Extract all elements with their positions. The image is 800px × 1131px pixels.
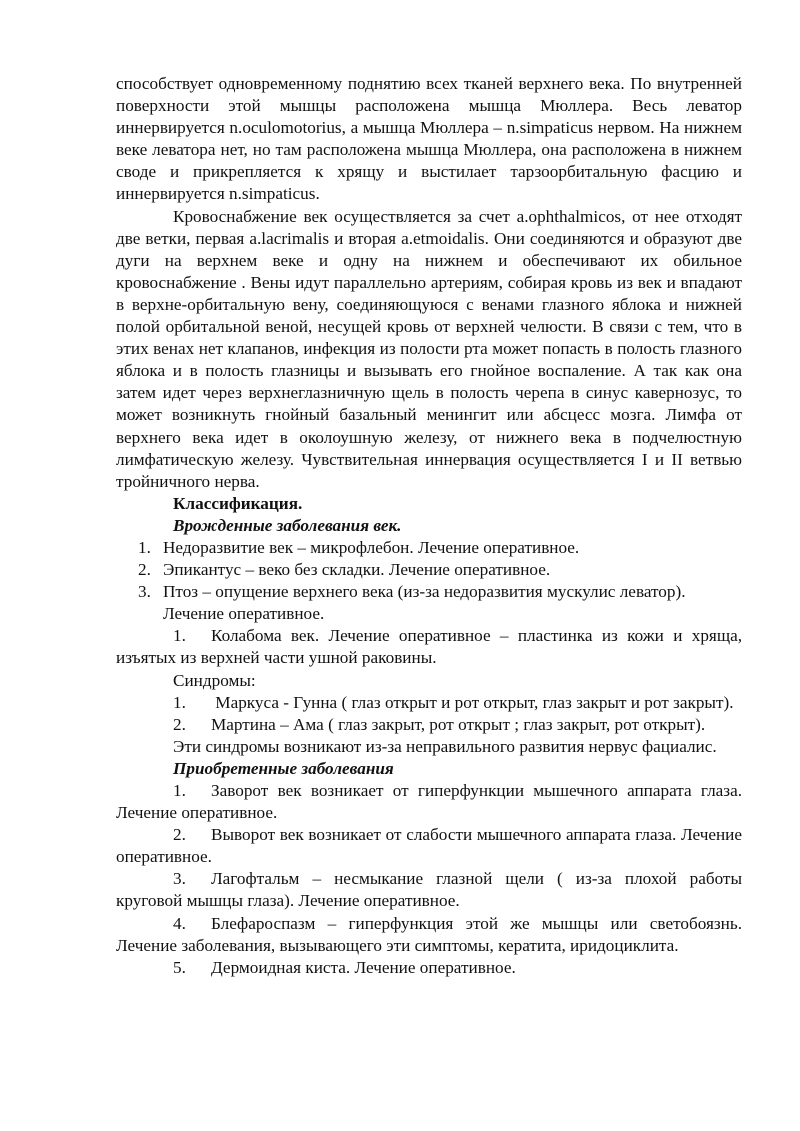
list-number: 5. [173, 957, 186, 977]
list-item [116, 559, 742, 581]
list-item-text: Маркуса - Гунна ( глаз открыт и рот открыт, глаз закрыт и рот закрыт). [211, 692, 734, 712]
page-content [116, 73, 742, 979]
list-number: 1. [173, 781, 186, 800]
list-number: 1. [173, 692, 186, 712]
syndromes-note: Эти синдромы возникают из-за неправильного развития нервус фациалис. [173, 736, 717, 756]
congenital-list [116, 537, 742, 625]
list-item-text: Недоразвитие век – микрофлебон. Лечение оперативное. [163, 537, 580, 557]
list-number: 1. [173, 626, 186, 646]
acquired-item [116, 957, 742, 979]
list-number: 3. [173, 869, 186, 889]
list-item [116, 581, 742, 625]
list-item-text: Лагофтальм – несмыкание глазной щели ( из-за плохой работы круговой мышцы глаза). Лечение оперативное. [116, 869, 742, 911]
paragraph-eyelid-muscles: способствует одновременному поднятию всех тканей верхнего века. По внутренней поверхности этой мышцы расположена мышца Мюллера. Весь леватор иннервируется n.oculomotorius, а мышца Мюллера – n.simpaticus нервом. На нижнем веке леватора нет, но там расположена мышца Мюллера, она расположена в нижнем своде и прикрепляется к хрящу и выстилает тарзоорбитальную фасцию и иннервируется n.simpaticus. [116, 74, 742, 204]
coloboma-item [116, 625, 742, 669]
syndrome-item [116, 714, 742, 736]
list-item [116, 537, 742, 559]
classification-heading: Классификация. [173, 493, 303, 513]
list-number: 3. [138, 582, 151, 602]
list-item-text: Выворот век возникает от слабости мышечного аппарата глаза. Лечение оперативное. [116, 825, 742, 867]
list-number: 2. [173, 714, 186, 734]
list-item-text: Эпикантус – веко без складки. Лечение оперативное. [163, 560, 551, 580]
list-item-text: Колабома век. Лечение оперативное – пластинка из кожи и хряща, изъятых из верхней части ушной раковины. [116, 626, 742, 668]
acquired-heading: Приобретенные заболевания [173, 758, 394, 778]
list-item-text: Мартина – Ама ( глаз закрыт, рот открыт ; глаз закрыт, рот открыт). [211, 714, 706, 734]
list-number: 2. [138, 560, 151, 580]
acquired-item [116, 824, 742, 868]
syndrome-item [116, 692, 742, 714]
acquired-item [116, 868, 742, 912]
list-item-text: Птоз – опущение верхнего века (из-за недоразвития мускулис леватор). Лечение оперативное. [163, 582, 686, 624]
acquired-item [116, 780, 742, 824]
list-item-text: Блефароспазм – гиперфункция этой же мышцы или светобоязнь. Лечение заболевания, вызывающего эти симптомы, кератита, иридоциклита. [116, 913, 742, 955]
congenital-heading: Врожденные заболевания век. [173, 515, 402, 535]
list-number: 1. [138, 537, 151, 557]
list-number: 4. [173, 913, 186, 933]
syndromes-label: Синдромы: [173, 670, 256, 690]
list-item-text: Заворот век возникает от гиперфункции мышечного аппарата глаза. Лечение оперативное. [116, 781, 742, 823]
acquired-item [116, 913, 742, 957]
list-item-text: Дермоидная киста. Лечение оперативное. [211, 957, 516, 977]
paragraph-blood-supply: Кровоснабжение век осуществляется за счет a.ophthalmicos, от нее отходят две ветки, первая a.lacrimalis и вторая a.etmoidalis. Они соединяются и образуют две дуги на верхнем веке и одну на нижнем и обеспечивают их обильное кровоснабжение . Вены идут параллельно артериям, собирая кровь из век и впадают в верхне-орбитальную вену, соединяющуюся с венами глазного яблока и нижней полой орбитальной веной, несущей кровь от верхней челюсти. В связи с тем, что в этих венах нет клапанов, инфекция из полости рта может попасть в полость глазного яблока и в полость глазницы и вызывать его гнойное воспаление. А так как она затем идет через верхнеглазничную щель в полость черепа в синус кавернозус, то может возникнуть гнойный базальный менингит или абсцесс мозга. Лимфа от верхнего века идет в околоушную железу, от нижнего века в подчелюстную лимфатическую железу. Чувствительная иннервация осуществляется I и II ветвью тройничного нерва. [116, 206, 742, 491]
list-number: 2. [173, 825, 186, 845]
